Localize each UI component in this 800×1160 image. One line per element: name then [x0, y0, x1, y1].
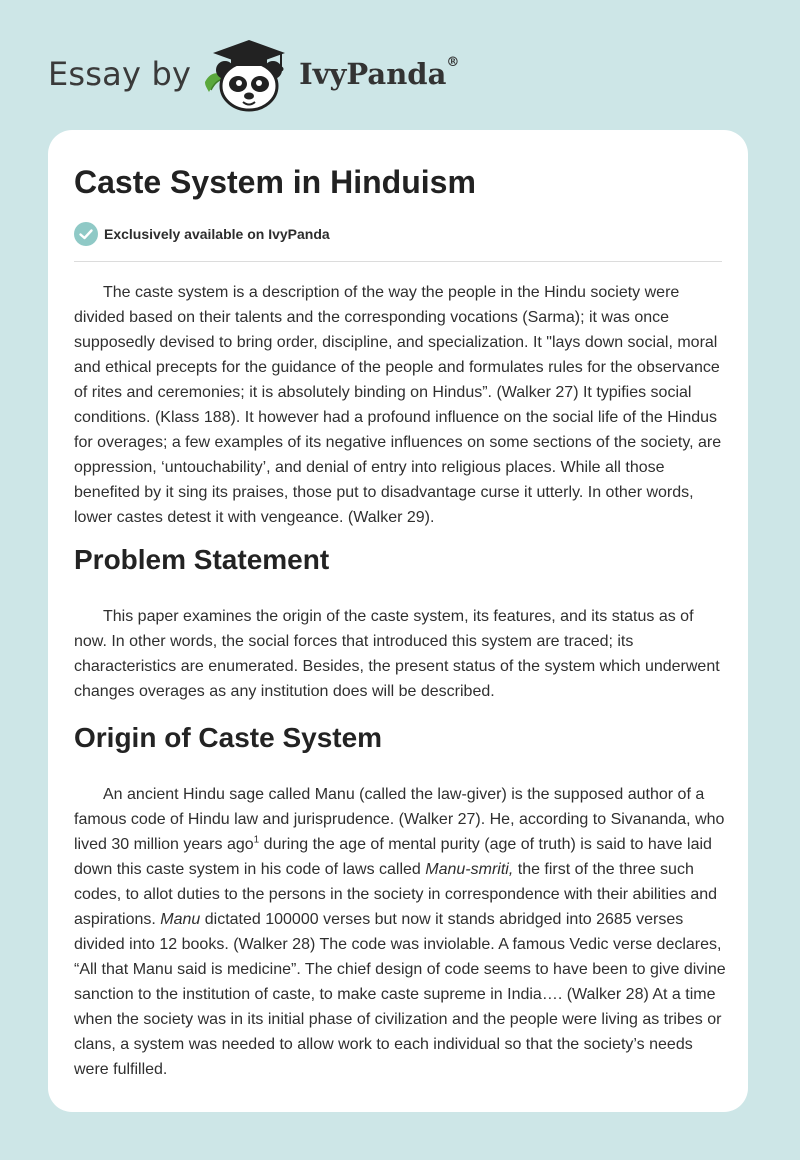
site-header	[48, 34, 459, 114]
article-body	[74, 280, 726, 1082]
paragraph-problem: This paper examines the origin of the caste system, its features, and its status as of now. In other words, the social forces that introduced this system are traced; its characteristics are enumerated. Besides, the present status of the system which underwent changes overages as any institution does will be described.	[74, 608, 720, 700]
paragraph-intro: The caste system is a description of the way the people in the Hindu society were divided based on their talents and the corresponding vocations (Sarma); it was once supposedly devised to bring order, discipline, and specialization. It "lays down social, moral and ethical precepts for the guidance of the people and formulates rules for the observance of rites and ceremonies; it is absolutely binding on Hindus”. (Walker 27) It typifies social conditions. (Klass 188). It however had a profound influence on the social life of the Hindus for overages; a few examples of its negative influences on some sections of the society, are oppression, ‘untouchability’, and denial of entry into religious places. While all those benefited by it sing its praises, those put to disadvantage curse it utterly. In other words, lower castes detest it with vengeance. (Walker 29).	[74, 284, 722, 526]
heading-problem-statement: Problem Statement	[74, 544, 330, 575]
essay-by-label: Essay by	[48, 55, 192, 93]
brand-name[interactable]: IvyPanda®	[299, 55, 460, 91]
heading-origin: Origin of Caste System	[74, 722, 383, 753]
article-card	[48, 130, 748, 1112]
footnote-marker[interactable]: 1	[253, 834, 260, 846]
title-divider	[74, 261, 722, 262]
check-circle-icon	[74, 222, 98, 246]
exclusive-badge	[74, 222, 330, 246]
paragraph-origin: An ancient Hindu sage called Manu (called the law-giver) is the supposed author of a famous code of Hindu law and jurisprudence. (Walker 27). He, according to Sivananda, who lived 30 million years ago$^1$ during the age of mental purity (age of truth) is said to have laid down this caste system in his code of laws called Manu-smriti, the first of the three such codes, to allot duties to the persons in the society in correspondence with their abilities and aspirations. Manu dictated 100000 verses but now it stands abridged into 2685 verses divided into 12 books. (Walker 28) The code was inviolable. A famous Vedic verse declares, “All that Manu said is medicine”. The chief design of code seems to have been to give divine sanction to the institution of caste, to make caste supreme in India…. (Walker 28) At a time when the society was in its initial phase of civilization and the people were living as tribes or clans, a system was needed to allow work to each individual so that the society’s needs were fulfilled.	[74, 786, 726, 1078]
panda-graduate-logo-icon[interactable]	[201, 36, 297, 112]
page-title: Caste System in Hinduism	[74, 164, 476, 200]
exclusive-badge-label: Exclusively available on IvyPanda	[104, 226, 330, 242]
